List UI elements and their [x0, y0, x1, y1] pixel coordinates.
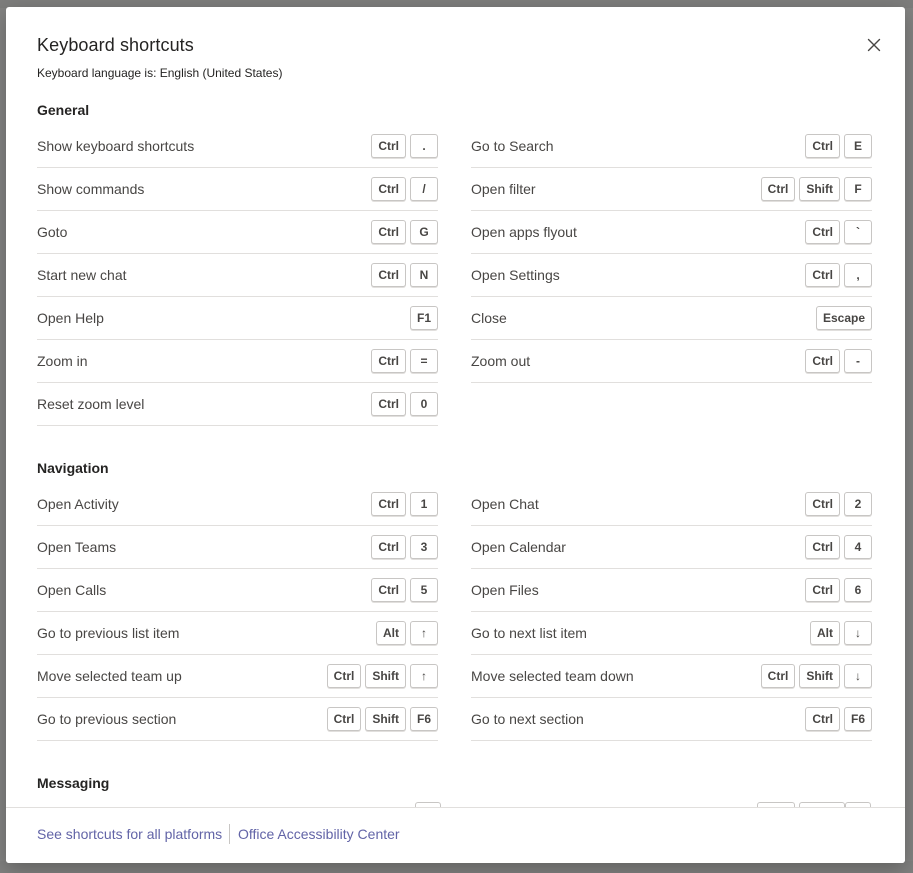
key-cap: / — [410, 177, 438, 201]
key-cap: . — [410, 134, 438, 158]
key-cap: 1 — [410, 492, 438, 516]
keyboard-shortcuts-dialog — [6, 7, 905, 863]
key-cap: Ctrl — [805, 220, 840, 244]
key-cap: 3 — [410, 535, 438, 559]
dialog-title: Keyboard shortcuts — [37, 35, 194, 55]
key-cap: Ctrl — [327, 707, 362, 731]
shortcut-row — [37, 483, 438, 526]
key-combination — [805, 134, 872, 158]
shortcut-grid — [37, 483, 873, 741]
key-combination — [327, 664, 438, 688]
shortcut-list[interactable] — [37, 95, 873, 810]
dialog-footer — [6, 807, 905, 863]
shortcut-row — [471, 698, 872, 741]
shortcut-label: Go to Search — [471, 138, 554, 154]
key-cap: F1 — [410, 306, 438, 330]
key-cap: F — [844, 177, 872, 201]
key-cap: Alt — [810, 621, 840, 645]
footer-divider — [229, 824, 230, 844]
key-cap: Ctrl — [805, 535, 840, 559]
key-cap: Ctrl — [327, 664, 362, 688]
key-combination — [371, 492, 438, 516]
shortcut-row — [471, 340, 872, 383]
key-cap: Escape — [816, 306, 872, 330]
close-button[interactable] — [863, 34, 885, 56]
key-cap: Ctrl — [805, 492, 840, 516]
shortcut-label: Close — [471, 310, 507, 326]
key-combination — [805, 220, 872, 244]
shortcut-label: Open Files — [471, 582, 539, 598]
key-cap: F6 — [844, 707, 872, 731]
shortcut-label: Reset zoom level — [37, 396, 145, 412]
shortcut-row — [37, 526, 438, 569]
key-cap: Ctrl — [761, 664, 796, 688]
shortcut-row — [37, 655, 438, 698]
key-combination — [761, 664, 872, 688]
key-combination — [371, 349, 438, 373]
shortcut-row — [471, 526, 872, 569]
key-cap: Ctrl — [371, 263, 406, 287]
key-cap: Ctrl — [805, 578, 840, 602]
key-cap: Shift — [365, 664, 406, 688]
key-cap: Ctrl — [371, 220, 406, 244]
key-cap: Ctrl — [371, 578, 406, 602]
key-combination — [816, 306, 872, 330]
shortcut-label: Goto — [37, 224, 68, 240]
key-cap: Ctrl — [371, 349, 406, 373]
shortcut-row — [471, 612, 872, 655]
section-navigation — [37, 453, 873, 741]
key-combination — [371, 535, 438, 559]
shortcut-label: Go to next list item — [471, 625, 587, 641]
key-cap: G — [410, 220, 438, 244]
shortcut-label: Move selected team down — [471, 668, 634, 684]
shortcut-row — [37, 211, 438, 254]
section-general — [37, 95, 873, 426]
shortcut-label: Open Chat — [471, 496, 539, 512]
shortcut-row — [37, 698, 438, 741]
section-title: Navigation — [37, 460, 109, 476]
key-combination — [376, 621, 438, 645]
key-cap: ↑ — [410, 664, 438, 688]
shortcut-label: Open Calls — [37, 582, 107, 598]
section-messaging — [37, 768, 873, 808]
key-cap: Ctrl — [371, 177, 406, 201]
key-combination — [761, 177, 872, 201]
key-cap: = — [410, 349, 438, 373]
shortcut-row — [471, 483, 872, 526]
section-title: Messaging — [37, 775, 110, 791]
key-cap: ↑ — [410, 621, 438, 645]
shortcut-label: Zoom out — [471, 353, 531, 369]
empty-cell — [471, 383, 872, 426]
shortcut-label: Go to next section — [471, 711, 584, 727]
shortcut-label: Go to previous section — [37, 711, 177, 727]
key-combination — [371, 177, 438, 201]
key-combination — [805, 492, 872, 516]
shortcut-row — [471, 168, 872, 211]
shortcut-row — [471, 569, 872, 612]
shortcut-row — [37, 254, 438, 297]
shortcut-row — [37, 297, 438, 340]
key-combination — [805, 578, 872, 602]
key-cap: 2 — [844, 492, 872, 516]
key-cap: Ctrl — [371, 134, 406, 158]
shortcut-label: Open Help — [37, 310, 104, 326]
shortcut-row — [37, 125, 438, 168]
key-cap: Ctrl — [805, 134, 840, 158]
shortcut-label: Open Teams — [37, 539, 117, 555]
shortcut-row — [37, 383, 438, 426]
key-cap: Shift — [365, 707, 406, 731]
shortcut-label: Open filter — [471, 181, 536, 197]
shortcut-label: Move selected team up — [37, 668, 182, 684]
key-combination — [371, 134, 438, 158]
key-cap: - — [844, 349, 872, 373]
key-cap: Alt — [376, 621, 406, 645]
key-cap: Shift — [799, 177, 840, 201]
key-cap: F6 — [410, 707, 438, 731]
key-cap: ↓ — [844, 664, 872, 688]
key-cap: Ctrl — [805, 707, 840, 731]
shortcut-row — [37, 612, 438, 655]
key-combination — [810, 621, 872, 645]
shortcut-label: Open apps flyout — [471, 224, 577, 240]
key-cap: 6 — [844, 578, 872, 602]
shortcut-row — [471, 211, 872, 254]
shortcut-row — [37, 168, 438, 211]
key-combination — [371, 220, 438, 244]
key-cap: Ctrl — [761, 177, 796, 201]
key-cap: 4 — [844, 535, 872, 559]
key-cap: Ctrl — [371, 535, 406, 559]
shortcut-label: Open Settings — [471, 267, 560, 283]
key-combination — [371, 392, 438, 416]
key-cap: Ctrl — [371, 392, 406, 416]
shortcut-row — [37, 569, 438, 612]
key-cap: ↓ — [844, 621, 872, 645]
key-combination — [805, 263, 872, 287]
keyboard-language-text: Keyboard language is: English (United States) — [37, 66, 283, 80]
see-all-platforms-link[interactable]: See shortcuts for all platforms — [37, 826, 223, 842]
key-cap: Ctrl — [371, 492, 406, 516]
shortcut-label: Open Activity — [37, 496, 119, 512]
shortcut-label: Open Calendar — [471, 539, 566, 555]
key-combination — [371, 263, 438, 287]
key-cap: Shift — [799, 664, 840, 688]
key-combination — [805, 349, 872, 373]
key-cap: Ctrl — [805, 349, 840, 373]
shortcut-label: Zoom in — [37, 353, 88, 369]
key-combination — [805, 535, 872, 559]
shortcut-row — [471, 655, 872, 698]
key-cap: N — [410, 263, 438, 287]
close-icon — [867, 38, 881, 52]
accessibility-center-link[interactable]: Office Accessibility Center — [238, 826, 400, 842]
key-cap: E — [844, 134, 872, 158]
key-combination — [327, 707, 438, 731]
shortcut-row — [471, 297, 872, 340]
key-combination — [805, 707, 872, 731]
key-cap: , — [844, 263, 872, 287]
shortcut-row — [37, 340, 438, 383]
shortcut-label: Show keyboard shortcuts — [37, 138, 195, 154]
shortcut-row — [471, 125, 872, 168]
key-combination — [371, 578, 438, 602]
key-combination — [410, 306, 438, 330]
shortcut-label: Show commands — [37, 181, 145, 197]
shortcut-row — [471, 254, 872, 297]
key-cap: Ctrl — [805, 263, 840, 287]
shortcut-label: Go to previous list item — [37, 625, 180, 641]
shortcut-label: Start new chat — [37, 267, 127, 283]
key-cap: 5 — [410, 578, 438, 602]
key-cap: 0 — [410, 392, 438, 416]
key-cap: ` — [844, 220, 872, 244]
shortcut-grid — [37, 125, 873, 426]
section-title: General — [37, 102, 90, 118]
